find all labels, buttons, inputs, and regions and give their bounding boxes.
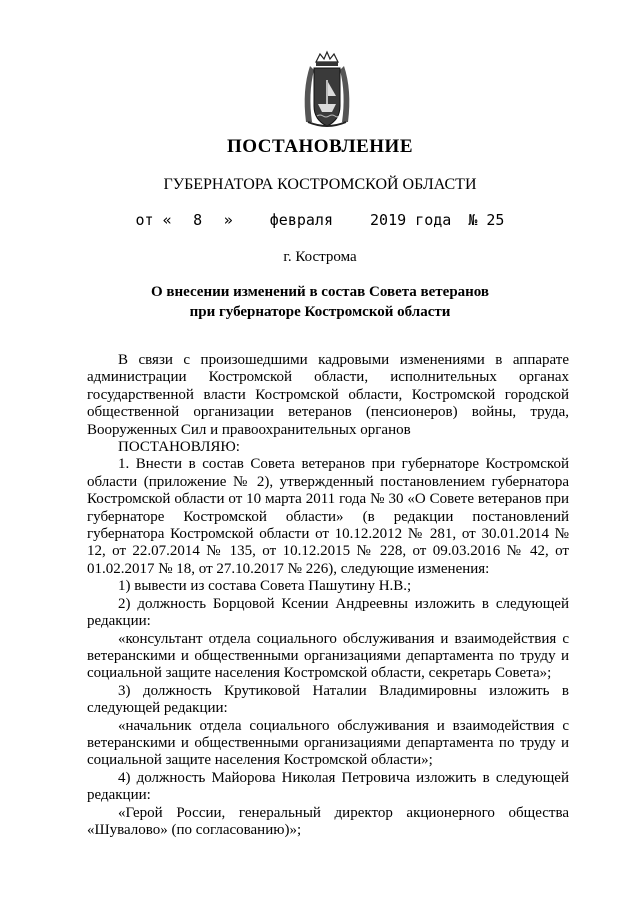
subject-line-2: при губернаторе Костромской области xyxy=(189,304,451,320)
subitem-2-paragraph: 2) должность Борцовой Ксении Андреевны изложить в следующей редакции: xyxy=(87,595,569,630)
item-1-paragraph: 1. Внести в состав Совета ветеранов при губернаторе Костромской области (приложение № 2), утвержденный постановлением губернатора Костромской области от 10 марта 2011 года № 30 «О Совете ветеранов при губернаторе Костромской области» (в редакции постановлений губернатора Костромской области от 10.12.2012 № 281, от 30.01.2014 № 12, от 22.07.2014 № 135, от 10.12.2015 № 228, от 09.03.2016 № 42, от 01.02.2017 № 18, от 27.10.2017 № 226), следующие изменения: xyxy=(87,456,569,577)
subitem-3-paragraph: 3) должность Крутиковой Наталии Владимировны изложить в следующей редакции: xyxy=(87,682,569,717)
date-prefix: от « xyxy=(135,211,172,229)
subitem-3-quote: «начальник отдела социального обслуживания и взаимодействия с ветеранскими и общественными организациями департамента по труду и социальной защите населения Костромской области»; xyxy=(87,717,569,769)
issuing-organization: ГУБЕРНАТОРА КОСТРОМСКОЙ ОБЛАСТИ xyxy=(163,176,477,193)
subitem-2-quote: «консультант отдела социального обслуживания и взаимодействия с ветеранскими и общественными организациями департамента по труду и социальной защите населения Костромской области, секретарь Совета»; xyxy=(87,630,569,682)
subject-heading xyxy=(60,282,580,322)
subitem-1-paragraph: 1) вывести из состава Совета Пашутину Н.В.; xyxy=(118,578,412,595)
subitem-4-paragraph: 4) должность Майорова Николая Петровича изложить в следующей редакции: xyxy=(87,769,569,804)
date-month: февраля xyxy=(269,211,333,229)
date-close-quote: » xyxy=(223,211,233,229)
coat-of-arms-emblem xyxy=(296,50,358,130)
date-year: 2019 года xyxy=(370,211,452,229)
subject-line-1: О внесении изменений в состав Совета ветеранов xyxy=(150,284,490,300)
document-title: ПОСТАНОВЛЕНИЕ xyxy=(226,136,414,157)
subitem-4-quote: «Герой России, генеральный директор акционерного общества «Шувалово» (по согласованию)»; xyxy=(87,804,569,838)
preamble-paragraph: В связи с произошедшими кадровыми изменениями в аппарате администрации Костромской области, исполнительных органах государственной власти Костромской области, Костромской городской общественной организации ветеранов (пенсионеров) войны, труда, Вооруженных Сил и правоохранительных органов xyxy=(87,352,569,438)
date-line xyxy=(60,211,580,229)
document-number: 25 xyxy=(486,211,505,229)
date-day: 8 xyxy=(193,211,203,229)
document-body xyxy=(87,352,569,839)
city: г. Кострома xyxy=(283,249,357,265)
number-label: № xyxy=(468,211,478,229)
resolve-paragraph: ПОСТАНОВЛЯЮ: xyxy=(118,439,240,456)
